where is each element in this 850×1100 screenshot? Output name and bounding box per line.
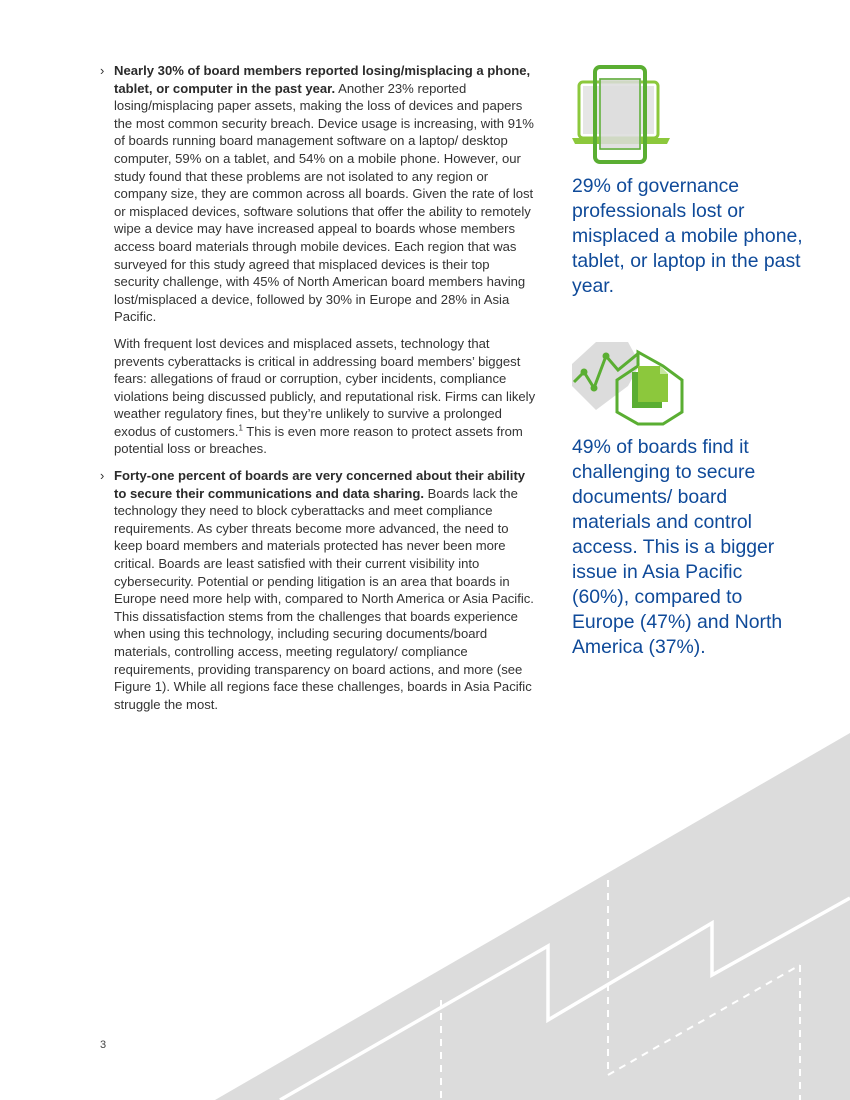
paragraph-text: With frequent lost devices and misplaced assets, technology that prevents cyberattacks is critical in addressing board members’ biggest fears: allegations of fraud or corruption, cyber incidents, compliance violations being discussed publicly, and reputational risk. Firms can likely weather regulatory fines, but they’re unlikely to survive a prolonged exodus of customers. xyxy=(114,335,536,439)
device-icon xyxy=(570,64,674,164)
documents-chart-icon xyxy=(570,342,686,426)
body-paragraph xyxy=(100,335,538,458)
bullet-paragraph xyxy=(114,62,538,326)
bullet-lead-bold: Forty-one percent of boards are very concerned about their ability to secure their communications and data sharing. xyxy=(114,468,526,501)
bullet-text: Another 23% reported losing/misplacing paper assets, making the loss of devices and papers the most common security breach. Device usage is increasing, with 91% of boards running board management software on a laptop/ desktop computer, 59% on a tablet, and 54% on a mobile phone. However, our study found that these problems are not isolated to any region or company size, they are common across all boards. Given the rate of lost or misplaced devices, software solutions that offer the ability to remotely wipe a device may have increased appeal to boards whose members access board materials through mobile devices. Each region that was surveyed for this study agreed that misplaced devices is their top security challenge, with 45% of North American board members having lost/misplaced a device, followed by 30% in Europe and 28% in Asia Pacific. xyxy=(114,80,534,325)
bullet-item-secure-communications xyxy=(100,467,538,713)
bullet-paragraph xyxy=(114,467,538,713)
bullet-text: Boards lack the technology they need to block cyberattacks and meet compliance requirements. As cyber threats become more advanced, the need to keep board members and materials protected has never been more critical. Boards are least satisfied with their current visibility into cybersecurity. Potential or pending litigation is an area that boards in Europe need more help with, compared to North America or Asia Pacific. This dissatisfaction stems from the challenges that boards experience when using this technology, including securing documents/board materials, controlling access, meeting regulatory/ compliance requirements, providing transparency on board actions, and more (see Figure 1). While all regions face these challenges, boards in Asia Pacific struggle the most. xyxy=(114,485,534,712)
bullet-lead-bold: Nearly 30% of board members reported losing/misplacing a phone, tablet, or computer in the past year. xyxy=(114,63,531,96)
bullet-item-lost-devices xyxy=(100,62,538,326)
bullet-marker: › xyxy=(100,468,105,484)
stat-callout-secure-documents: 49% of boards find it challenging to secure documents/ board materials and control access. This is a bigger issue in Asia Pacific (60%), compared to Europe (47%) and North America (37%). xyxy=(572,436,783,658)
bullet-marker: › xyxy=(100,63,105,78)
page-number: 3 xyxy=(100,1039,107,1051)
footnote-marker: 1 xyxy=(238,423,243,433)
stat-callout-lost-devices: 29% of governance professionals lost or misplaced a mobile phone, tablet, or laptop in the past year. xyxy=(572,175,803,297)
body-column xyxy=(100,62,538,722)
paragraph-text-after: This is even more reason to protect assets from potential loss or breaches. xyxy=(114,423,523,457)
